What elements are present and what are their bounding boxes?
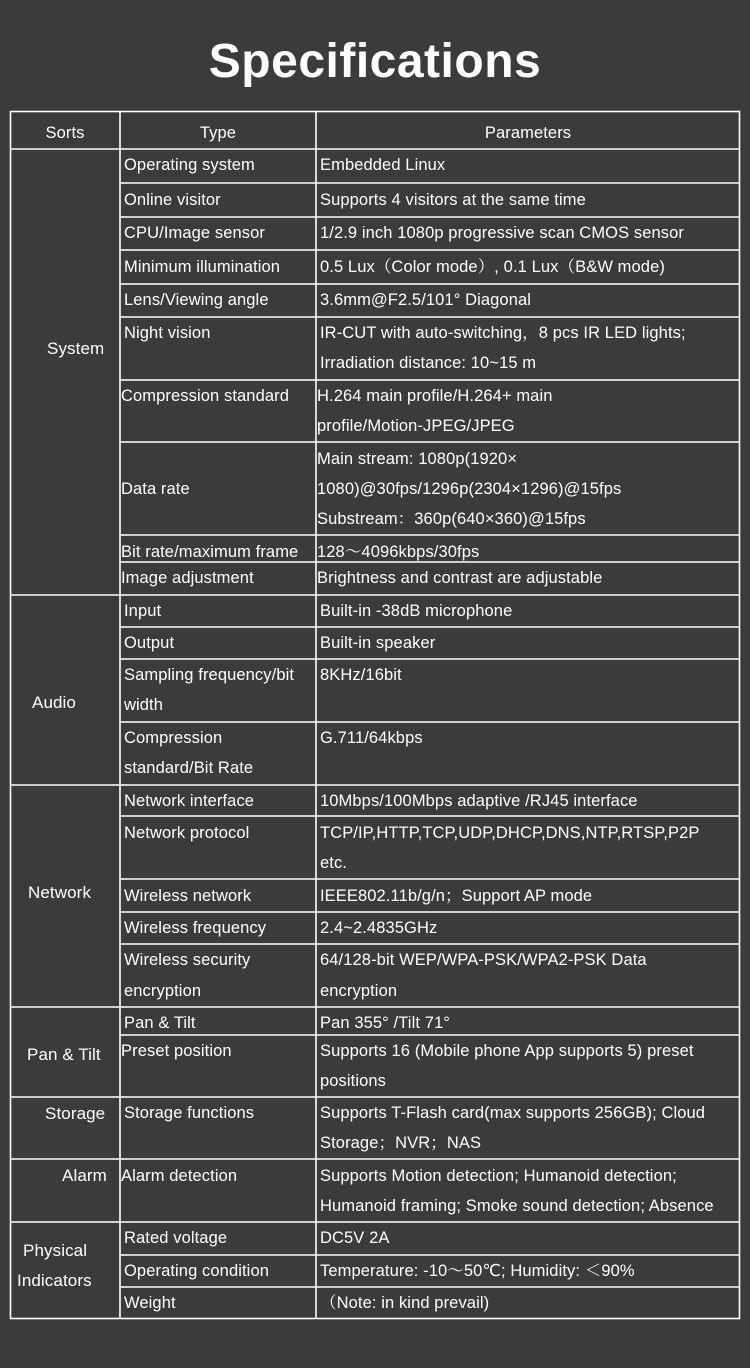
sort-physical-indicators: Physical bbox=[23, 1241, 88, 1260]
type-label: Output bbox=[124, 634, 175, 652]
type-label: Data rate bbox=[121, 480, 190, 498]
type-label: Wireless frequency bbox=[124, 919, 267, 937]
type-label: Alarm detection bbox=[121, 1167, 238, 1185]
type-label: Input bbox=[124, 602, 162, 620]
header-type: Type bbox=[199, 124, 237, 142]
param-value: Supports 4 visitors at the same time bbox=[320, 191, 586, 209]
type-label: Operating system bbox=[124, 156, 255, 174]
type-label: Image adjustment bbox=[121, 569, 254, 587]
sort-network: Network bbox=[28, 883, 92, 902]
param-value: 0.5 Lux（Color mode）, 0.1 Lux（B&W mode) bbox=[320, 258, 665, 276]
type-label: Bit rate/maximum frame bbox=[121, 543, 299, 561]
param-value: TCP/IP,HTTP,TCP,UDP,DHCP,DNS,NTP,RTSP,P2P bbox=[320, 824, 700, 842]
type-label: standard/Bit Rate bbox=[124, 759, 254, 777]
param-value: 2.4~2.4835GHz bbox=[320, 919, 438, 937]
sort-storage: Storage bbox=[45, 1104, 106, 1123]
param-value: Irradiation distance: 10~15 m bbox=[320, 354, 537, 372]
param-value: G.711/64kbps bbox=[320, 729, 423, 747]
type-label: CPU/Image sensor bbox=[124, 224, 265, 242]
param-value: encryption bbox=[320, 982, 398, 1000]
param-value: etc. bbox=[320, 854, 347, 872]
sort-audio: Audio bbox=[32, 693, 76, 712]
type-label: Minimum illumination bbox=[124, 258, 281, 276]
type-label: Compression bbox=[124, 729, 223, 747]
param-value: IR-CUT with auto-switching，8 pcs IR LED lights; bbox=[320, 324, 686, 342]
param-value: 1/2.9 inch 1080p progressive scan CMOS sensor bbox=[320, 224, 685, 242]
sort-physical-indicators: Indicators bbox=[17, 1271, 92, 1290]
param-value: 128～4096kbps/30fps bbox=[317, 543, 480, 561]
param-value: Temperature: -10～50℃; Humidity: ＜90% bbox=[320, 1262, 635, 1280]
type-label: Online visitor bbox=[124, 191, 221, 209]
type-label: Network protocol bbox=[124, 824, 250, 842]
type-label: Night vision bbox=[124, 324, 211, 342]
param-value: （Note: in kind prevail) bbox=[320, 1294, 490, 1312]
param-value: Humanoid framing; Smoke sound detection; Absence bbox=[320, 1197, 714, 1215]
param-value: Supports 16 (Mobile phone App supports 5) preset bbox=[320, 1042, 694, 1060]
param-value: IEEE802.11b/g/n；Support AP mode bbox=[320, 887, 593, 905]
param-value: profile/Motion-JPEG/JPEG bbox=[317, 417, 515, 435]
param-value: 8KHz/16bit bbox=[320, 666, 402, 684]
type-label: Operating condition bbox=[124, 1262, 269, 1280]
type-label: Rated voltage bbox=[124, 1229, 228, 1247]
type-label: width bbox=[124, 696, 164, 714]
header-sorts: Sorts bbox=[45, 124, 85, 142]
param-value: Supports Motion detection; Humanoid detection; bbox=[320, 1167, 677, 1185]
type-label: Wireless network bbox=[124, 887, 252, 905]
param-value: Built-in speaker bbox=[320, 634, 436, 652]
param-value: Pan 355° /Tilt 71° bbox=[320, 1014, 450, 1032]
param-value: Brightness and contrast are adjustable bbox=[317, 569, 603, 587]
sort-pan-tilt: Pan & Tilt bbox=[27, 1045, 101, 1064]
param-value: Supports T-Flash card(max supports 256GB); Cloud bbox=[320, 1104, 706, 1122]
type-label: Weight bbox=[124, 1294, 176, 1312]
sort-system: System bbox=[47, 339, 105, 358]
param-value: 3.6mm@F2.5/101° Diagonal bbox=[320, 291, 532, 309]
param-value: H.264 main profile/H.264+ main bbox=[317, 387, 553, 405]
type-label: Wireless security bbox=[124, 951, 251, 969]
type-label: Lens/Viewing angle bbox=[124, 291, 269, 309]
param-value: Substream：360p(640×360)@15fps bbox=[317, 510, 586, 528]
param-value: Storage；NVR；NAS bbox=[320, 1134, 482, 1152]
param-value: positions bbox=[320, 1072, 387, 1090]
type-label: Pan & Tilt bbox=[124, 1014, 196, 1032]
param-value: Built-in -38dB microphone bbox=[320, 602, 513, 620]
param-value: Embedded Linux bbox=[320, 156, 446, 174]
param-value: DC5V 2A bbox=[320, 1229, 390, 1247]
param-value: 1080)@30fps/1296p(2304×1296)@15fps bbox=[317, 480, 622, 498]
param-value: 64/128-bit WEP/WPA-PSK/WPA2-PSK Data bbox=[320, 951, 647, 969]
type-label: Compression standard bbox=[121, 387, 289, 405]
sort-alarm: Alarm bbox=[62, 1166, 107, 1185]
param-value: Main stream: 1080p(1920× bbox=[317, 450, 518, 468]
type-label: Storage functions bbox=[124, 1104, 255, 1122]
type-label: Network interface bbox=[124, 792, 255, 810]
header-parameters: Parameters bbox=[484, 124, 572, 142]
type-label: Preset position bbox=[121, 1042, 232, 1060]
type-label: Sampling frequency/bit bbox=[124, 666, 295, 684]
type-label: encryption bbox=[124, 982, 202, 1000]
page-title: Specifications bbox=[208, 35, 542, 88]
param-value: 10Mbps/100Mbps adaptive /RJ45 interface bbox=[320, 792, 638, 810]
